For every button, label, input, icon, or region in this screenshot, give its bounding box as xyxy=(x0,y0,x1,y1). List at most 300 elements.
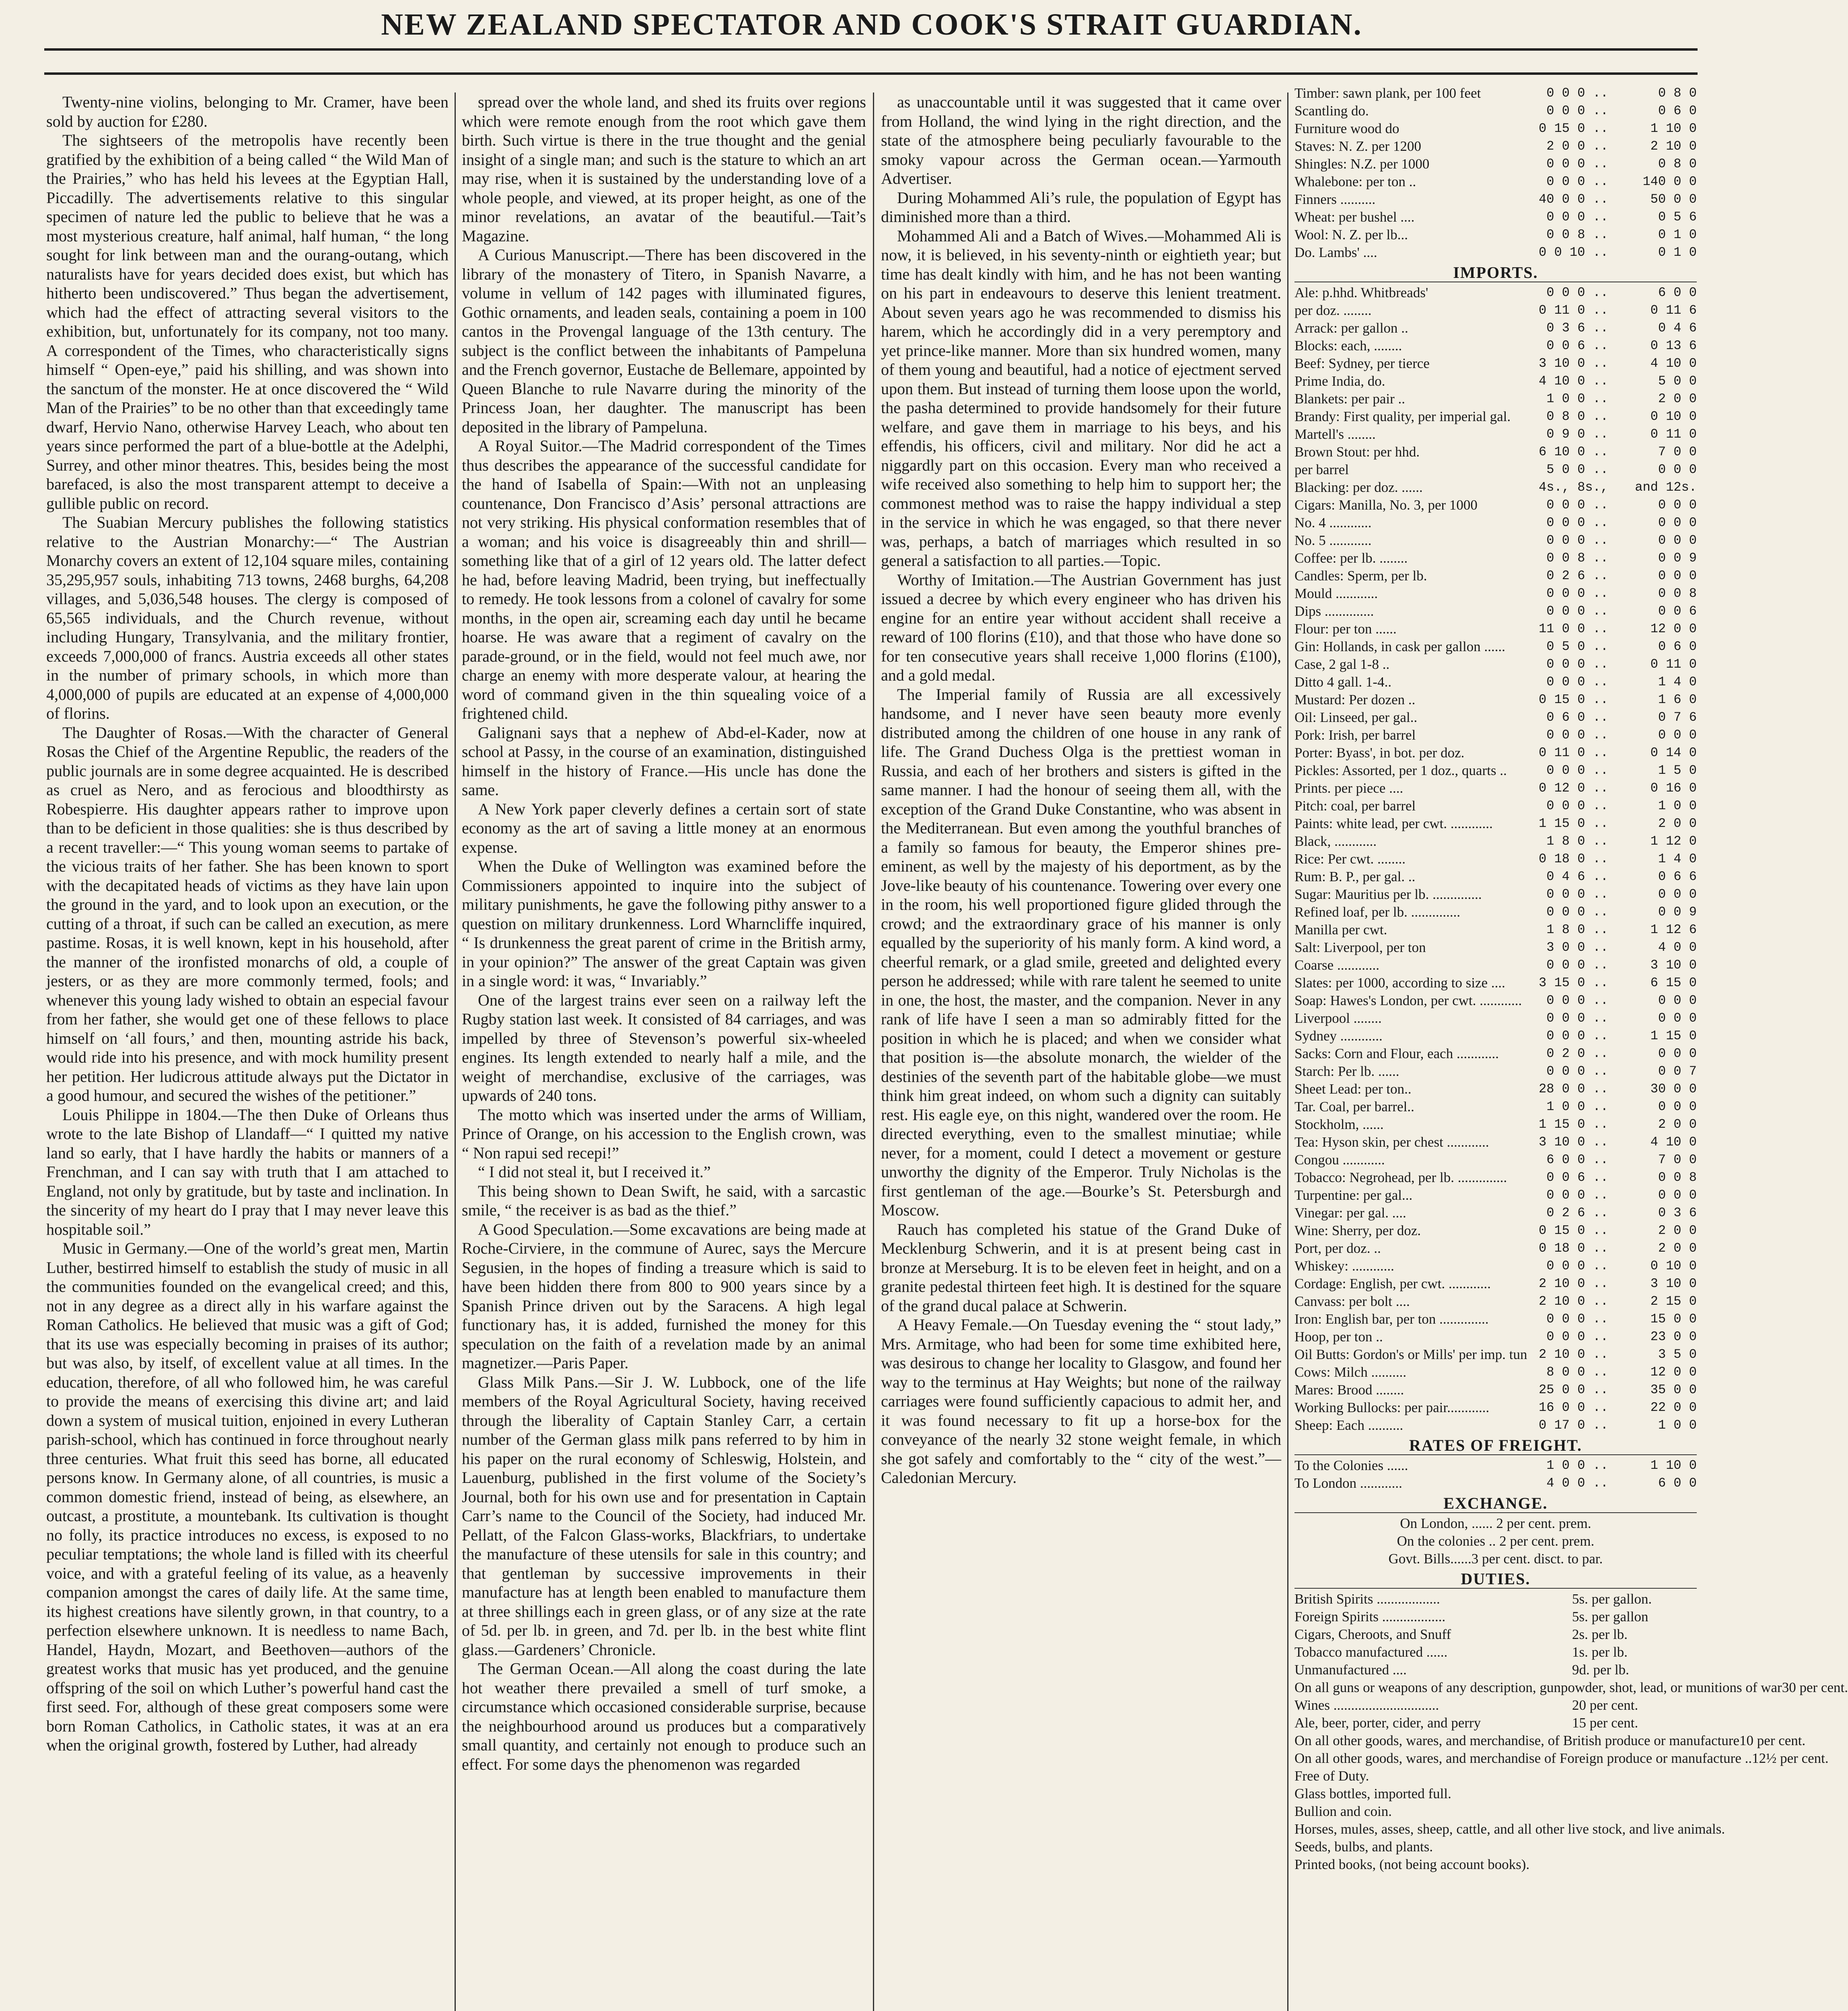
duty-rate: 10 per cent. xyxy=(1739,1733,1806,1748)
price-item: Rice: Per cwt. ........ xyxy=(1294,851,1406,867)
price-row xyxy=(1294,673,1697,691)
price-value: 0 0 10 .. xyxy=(1539,245,1608,260)
price-item: Liverpool ........ xyxy=(1294,1010,1382,1026)
duty-item: British Spirits .................. xyxy=(1294,1591,1440,1607)
price-item: Tea: Hyson skin, per chest ............ xyxy=(1294,1134,1489,1150)
price-value: 0 2 0 .. xyxy=(1546,1046,1608,1061)
price-item: To the Colonies ...... xyxy=(1294,1458,1408,1473)
price-value: 0 0 0 .. xyxy=(1546,285,1608,300)
price-row xyxy=(1294,921,1697,939)
price-value: 5 0 0 xyxy=(1658,374,1697,389)
paragraph: Twenty-nine violins, belonging to Mr. Cramer, have been sold by auction for £280. xyxy=(46,93,449,130)
price-value: 6 0 0 xyxy=(1658,1476,1697,1491)
paragraph: Glass Milk Pans.—Sir J. W. Lubbock, one of the life members of the Royal Agricultural Society, having received through the liberality of Captain Stanley Carr, a certain number of the German glass milk pans referred to by him in his paper on the rural economy of Schleswig, Holstein, and Lauenburg, published in the first volume of the Society’s Journal, both for his own use and for presentation in Captain Carr’s name to the Council of the Society, had induced Mr. Pellatt, of the Falcon Glass-works, Blackfriars, to undertake the manufacture of these utensils for sale in this country; and that gentleman by successive improvements in their manufacture has at length been enabled to manufacture them at three shillings each in green glass, or of any size at the rate of 5d. per lb. in green, and 7d. per lb. in the best white flint glass.—Gardeners’ Chronicle. xyxy=(462,1373,866,1659)
price-row xyxy=(1294,1045,1697,1063)
price-item: Blacking: per doz. ...... xyxy=(1294,479,1423,495)
price-value: 1 0 0 .. xyxy=(1546,1099,1608,1114)
price-item: Vinegar: per gal. .... xyxy=(1294,1205,1406,1221)
price-value: 0 6 0 xyxy=(1658,103,1697,118)
duty-item: Bullion and coin. xyxy=(1294,1803,1392,1819)
price-value: 2 0 0 xyxy=(1658,816,1697,831)
price-item: Sydney ............ xyxy=(1294,1028,1383,1044)
price-value: 6 15 0 xyxy=(1650,975,1697,990)
price-row xyxy=(1294,1133,1697,1151)
price-value: 4 0 0 xyxy=(1658,940,1697,955)
paragraph: Mohammed Ali and a Batch of Wives.—Mohammed Ali is now, it is believed, in his seventy-ninth or eightieth year; but time has dealt kindly with him, and he has not been wanting on his part in endeavours to deserve this lenient treatment. About seven years ago he was recommended to dismiss his harem, which he accordingly did in a very peremptory and yet prince-like manner. More than six hundred women, many of them young and beautiful, had a notice of ejectment served upon them. But instead of turning them loose upon the world, the pasha determined to provide handsomely for their future welfare, and gave them in marriage to his beys, and his effendis, his officers, civil and military. Nor did he act a niggardly part on this occasion. Every man who received a wife received also something to help him to support her; the commonest method was to raise the happy individual a step in the service in which he was engaged, so that there never was, perhaps, a batch of marriages which resulted in so general a satisfaction to all parties.—Topic. xyxy=(881,226,1281,570)
price-value: 0 15 0 .. xyxy=(1539,1223,1608,1238)
price-row xyxy=(1294,549,1697,567)
price-item: Port, per doz. .. xyxy=(1294,1240,1381,1256)
price-row xyxy=(1294,602,1697,620)
exchange-list xyxy=(1294,1515,1697,1568)
price-row xyxy=(1294,833,1697,850)
price-row xyxy=(1294,1363,1697,1381)
duty-item: Unmanufactured .... xyxy=(1294,1662,1407,1678)
column-divider xyxy=(455,93,456,2011)
price-value: 50 0 0 xyxy=(1650,192,1697,207)
price-value: 0 0 0 .. xyxy=(1546,1329,1608,1344)
price-value: 28 0 0 .. xyxy=(1539,1082,1608,1096)
price-item: Dips .............. xyxy=(1294,603,1374,619)
price-item: Canvass: per bolt .... xyxy=(1294,1293,1410,1309)
duty-row xyxy=(1294,1714,1697,1732)
price-row xyxy=(1294,974,1697,992)
price-row xyxy=(1294,372,1697,390)
price-value: 0 2 6 .. xyxy=(1546,1205,1608,1220)
price-value: 4s., 8s., xyxy=(1539,480,1608,495)
duty-row xyxy=(1294,1590,1697,1608)
price-value: 8 0 0 .. xyxy=(1546,1365,1608,1380)
price-value: 0 0 0 xyxy=(1658,568,1697,583)
price-value: 0 5 6 xyxy=(1658,210,1697,224)
paragraph: “ I did not steal it, but I received it.” xyxy=(478,1163,711,1181)
price-value: 0 0 9 xyxy=(1658,551,1697,565)
price-value: 12 0 0 xyxy=(1650,621,1697,636)
price-value: 6 10 0 .. xyxy=(1539,444,1608,459)
price-value: 30 0 0 xyxy=(1650,1082,1697,1096)
duty-item: Cigars, Cheroots, and Snuff xyxy=(1294,1626,1451,1642)
price-item: Blankets: per pair .. xyxy=(1294,391,1406,407)
price-value: 0 0 0 xyxy=(1658,498,1697,512)
price-row xyxy=(1294,461,1697,479)
price-row xyxy=(1294,638,1697,656)
price-value: 0 11 0 xyxy=(1650,427,1697,442)
price-value: 0 0 0 .. xyxy=(1546,958,1608,973)
price-value: 0 5 0 .. xyxy=(1546,639,1608,654)
price-row xyxy=(1294,1063,1697,1080)
price-value: 0 18 0 .. xyxy=(1539,851,1608,866)
price-value: 0 0 0 .. xyxy=(1546,798,1608,813)
price-value: 0 0 0 xyxy=(1658,728,1697,742)
price-value: 0 0 0 .. xyxy=(1546,657,1608,672)
paragraph: Rauch has completed his statue of the Grand Duke of Mecklenburg Schwerin, and it is at present being cast in bronze at Merseburg. It is to be eleven feet in height, and on a granite pedestal thirteen feet high. It is destined for the square of the grand ducal palace at Schwerin. xyxy=(881,1220,1281,1315)
price-item: Iron: English bar, per ton .............. xyxy=(1294,1311,1489,1327)
price-value: 2 10 0 xyxy=(1650,139,1697,154)
paragraph: The German Ocean.—All along the coast during the late hot weather there prevailed a smell of turf smoke, a circumstance which occasioned considerable surprise, because the neighbourhood around us produces but a comparatively small quantity, and certainly not enough to produce such an effect. For some days the phenomenon was regarded xyxy=(462,1659,866,1773)
price-value: 0 6 0 xyxy=(1658,639,1697,654)
duty-rate xyxy=(1572,1856,1697,1873)
price-item: Shingles: N.Z. per 1000 xyxy=(1294,156,1430,172)
price-list xyxy=(1294,84,1848,1873)
price-value: 1 8 0 .. xyxy=(1546,922,1608,937)
price-value: 0 0 0 .. xyxy=(1546,1258,1608,1273)
price-item: Case, 2 gal 1-8 .. xyxy=(1294,656,1390,672)
price-value: 0 0 7 xyxy=(1658,1064,1697,1079)
price-value: 2 10 0 .. xyxy=(1539,1276,1608,1291)
price-row xyxy=(1294,620,1697,638)
price-row xyxy=(1294,1474,1697,1492)
price-item: To London ............ xyxy=(1294,1475,1402,1491)
price-value: 0 0 0 .. xyxy=(1546,533,1608,548)
price-value: 1 0 0 xyxy=(1658,798,1697,813)
price-row xyxy=(1294,868,1697,886)
price-row xyxy=(1294,1399,1697,1417)
duty-rate: 15 per cent. xyxy=(1572,1715,1638,1731)
masthead-rule-top xyxy=(44,48,1698,51)
price-value: 1 12 0 xyxy=(1650,834,1697,849)
price-value: 0 8 0 xyxy=(1658,86,1697,101)
duty-row xyxy=(1294,1856,1697,1873)
price-value: 1 6 0 xyxy=(1658,692,1697,707)
price-item: Do. Lambs' .... xyxy=(1294,245,1377,260)
price-row xyxy=(1294,1328,1697,1346)
price-value: 0 11 0 xyxy=(1650,657,1697,672)
price-item: Whalebone: per ton .. xyxy=(1294,174,1416,189)
price-row xyxy=(1294,1346,1697,1363)
article-column-2 xyxy=(462,93,866,2011)
price-row xyxy=(1294,1310,1697,1328)
price-value: 0 10 0 xyxy=(1650,409,1697,424)
price-row xyxy=(1294,1080,1697,1098)
price-value: 0 0 0 xyxy=(1658,515,1697,530)
price-value: 0 0 0 .. xyxy=(1546,604,1608,619)
price-item: Sacks: Corn and Flour, each ............ xyxy=(1294,1046,1499,1061)
article-column-3 xyxy=(881,93,1281,2011)
price-item: Blocks: each, ........ xyxy=(1294,338,1402,354)
price-item: Pickles: Assorted, per 1 doz., quarts .. xyxy=(1294,763,1507,778)
price-value: 4 10 0 xyxy=(1650,356,1697,371)
price-value: 2 0 0 xyxy=(1658,1241,1697,1256)
paragraph: One of the largest trains ever seen on a railway left the Rugby station last week. It consisted of 84 carriages, and was impelled by three of Stevenson’s powerful six-wheeled engines. Its length extended to nearly half a mile, and the weight of merchandise, exclusive of the carriages, was upwards of 240 tons. xyxy=(462,991,866,1104)
price-item: Cigars: Manilla, No. 3, per 1000 xyxy=(1294,497,1478,513)
price-row xyxy=(1294,443,1697,461)
exchange-heading: EXCHANGE. xyxy=(1294,1495,1697,1513)
price-item: Black, ............ xyxy=(1294,833,1377,849)
duty-item: On all guns or weapons of any description, gunpowder, shot, lead, or munitions of war xyxy=(1294,1680,1782,1695)
duty-rate: 20 per cent. xyxy=(1572,1697,1638,1713)
duties-list xyxy=(1294,1590,1848,1873)
price-item: Coffee: per lb. ........ xyxy=(1294,550,1408,566)
price-value: 1 0 0 xyxy=(1658,1418,1697,1433)
price-value: 1 8 0 .. xyxy=(1546,834,1608,849)
price-value: 1 15 0 .. xyxy=(1539,816,1608,831)
price-value: 0 3 6 .. xyxy=(1546,321,1608,335)
duty-rate: 12½ per cent. xyxy=(1752,1750,1829,1766)
price-row xyxy=(1294,1417,1697,1434)
article-column-1 xyxy=(46,93,449,2011)
price-item: Mares: Brood ........ xyxy=(1294,1382,1404,1398)
price-item: Brown Stout: per hhd. xyxy=(1294,444,1420,460)
price-value: 0 12 0 .. xyxy=(1539,781,1608,796)
price-row xyxy=(1294,1275,1697,1293)
price-row xyxy=(1294,1010,1697,1027)
price-value: 40 0 0 .. xyxy=(1539,192,1608,207)
price-value: 0 6 0 .. xyxy=(1546,710,1608,725)
price-value: 3 10 0 xyxy=(1650,1276,1697,1291)
price-row xyxy=(1294,226,1697,244)
price-value: 1 10 0 xyxy=(1650,1458,1697,1473)
price-value: 3 5 0 xyxy=(1658,1347,1697,1362)
price-value: 1 0 0 .. xyxy=(1546,1458,1608,1473)
price-value: 16 0 0 .. xyxy=(1539,1400,1608,1415)
price-value: 0 4 6 .. xyxy=(1546,869,1608,884)
price-value: 140 0 0 xyxy=(1642,174,1697,189)
price-value: 0 13 6 xyxy=(1650,338,1697,353)
duty-row xyxy=(1294,1661,1697,1679)
price-value: 2 0 0 xyxy=(1658,1223,1697,1238)
exchange-line: Govt. Bills......3 per cent. disct. to par. xyxy=(1388,1551,1603,1567)
price-item: Sheep: Each .......... xyxy=(1294,1417,1403,1433)
duty-item: Printed books, (not being account books). xyxy=(1294,1857,1530,1872)
price-row xyxy=(1294,744,1697,762)
price-value: 4 0 0 .. xyxy=(1546,1476,1608,1491)
price-row xyxy=(1294,585,1697,602)
duty-item: On all other goods, wares, and merchandise, of British produce or manufacture xyxy=(1294,1733,1740,1748)
price-row xyxy=(1294,514,1697,532)
duty-rate xyxy=(1572,1767,1697,1785)
price-value: 2 0 0 .. xyxy=(1546,139,1608,154)
price-item: Wine: Sherry, per doz. xyxy=(1294,1223,1421,1238)
price-row xyxy=(1294,155,1697,173)
price-value: 0 0 0 .. xyxy=(1546,674,1608,689)
duty-rate xyxy=(1572,1838,1697,1856)
price-row xyxy=(1294,1186,1697,1204)
duty-item: Free of Duty. xyxy=(1294,1768,1369,1784)
price-item: Slates: per 1000, according to size .... xyxy=(1294,975,1505,991)
price-item: Cows: Milch .......... xyxy=(1294,1364,1407,1380)
duty-item: Glass bottles, imported full. xyxy=(1294,1786,1451,1801)
paragraph: A Good Speculation.—Some excavations are being made at Roche-Cirviere, in the commune of Aurec, says the Mercure Segusien, in the hopes of finding a treasure which is said to have been hidden there from 800 to 900 years since by a Spanish Prince driven out by the Saracens. A high legal functionary has, it is added, furnished the money for this speculation on the faith of a revelation made by an animal magnetizer.—Paris Paper. xyxy=(462,1220,866,1372)
price-item: Manilla per cwt. xyxy=(1294,922,1387,938)
price-value: 1 5 0 xyxy=(1658,763,1697,778)
price-row xyxy=(1294,992,1697,1010)
price-item: Turpentine: per gal... xyxy=(1294,1187,1413,1203)
price-value: 1 15 0 xyxy=(1650,1028,1697,1043)
price-row xyxy=(1294,567,1697,585)
price-value: 6 0 0 xyxy=(1658,285,1697,300)
price-value: 0 0 0 .. xyxy=(1546,174,1608,189)
price-row xyxy=(1294,355,1697,372)
price-item: Flour: per ton ...... xyxy=(1294,621,1397,637)
price-item: Martell's ........ xyxy=(1294,426,1376,442)
price-item: Staves: N. Z. per 1200 xyxy=(1294,138,1421,154)
price-row xyxy=(1294,479,1697,496)
price-value: 2 0 0 xyxy=(1658,391,1697,406)
price-value: 0 8 0 xyxy=(1658,156,1697,171)
price-row xyxy=(1294,815,1697,833)
paragraph: This being shown to Dean Swift, he said, with a sarcastic smile, “ the receiver is as bad as the thief.” xyxy=(462,1182,866,1219)
price-value: 22 0 0 xyxy=(1650,1400,1697,1415)
price-value: 5 0 0 .. xyxy=(1546,462,1608,477)
price-value: 12 0 0 xyxy=(1650,1365,1697,1380)
price-value: 1 10 0 xyxy=(1650,121,1697,136)
price-value: 0 1 0 xyxy=(1658,245,1697,260)
price-item: Pork: Irish, per barrel xyxy=(1294,727,1416,743)
price-value: 0 1 0 xyxy=(1658,227,1697,242)
price-value: 0 0 8 xyxy=(1658,1170,1697,1185)
price-item: Working Bullocks: per pair............ xyxy=(1294,1400,1490,1415)
price-value: 0 0 0 xyxy=(1658,887,1697,902)
price-row xyxy=(1294,1204,1697,1222)
paragraph: Galignani says that a nephew of Abd-el-Kader, now at school at Passy, in the course of an examination, distinguished himself in the history of France.—His uncle has done the same. xyxy=(462,723,866,799)
duty-rate: 9d. per lb. xyxy=(1572,1662,1629,1678)
price-value: 0 11 0 .. xyxy=(1539,745,1608,760)
price-value: 0 0 0 .. xyxy=(1546,103,1608,118)
price-value: 0 4 6 xyxy=(1658,321,1697,335)
price-item: Ditto 4 gall. 1-4.. xyxy=(1294,674,1392,690)
price-value: 0 15 0 .. xyxy=(1539,121,1608,136)
paragraph: During Mohammed Ali’s rule, the population of Egypt has diminished more than a third. xyxy=(881,188,1281,226)
price-value: 0 9 0 .. xyxy=(1546,427,1608,442)
paragraph: The sightseers of the metropolis have recently been gratified by the exhibition of a being called “ the Wild Man of the Prairies,” who has held his levees at the Egyptian Hall, Piccadilly. The advertisements relative to this singular specimen of nature led the public to believe that he was a most mysterious creature, half animal, half human, “ the long sought for link between man and the ourang-outang, which naturalists have for years decided does exist, but which has hitherto been undiscovered.” Thus began the advertisement, which had the effect of attracting several visitors to the exhibition, but, unfortunately for its company, not too many. A correspondent of the Times, who characteristically signs himself “ Open-eye,” paid his shilling, and was shown into the sanctum of the monster. He at once discovered the “ Wild Man of the Prairies” to be no other than that exceedingly tame dwarf, Hervio Nano, otherwise Harvey Leach, who about ten years since performed the part of a blue-bottle at the Adelphi, Surrey, and other minor theatres. This, besides being the most barefaced, is also the most transparent attempt to deceive a gullible public on record. xyxy=(46,131,449,512)
price-value: 1 15 0 .. xyxy=(1539,1117,1608,1132)
price-value: 0 0 0 .. xyxy=(1546,905,1608,919)
price-value: 0 14 0 xyxy=(1650,745,1697,760)
price-value: 0 0 0 .. xyxy=(1546,498,1608,512)
price-row xyxy=(1294,84,1697,102)
price-row xyxy=(1294,244,1697,261)
price-item: Soap: Hawes's London, per cwt. ............ xyxy=(1294,993,1522,1008)
duty-row xyxy=(1294,1750,1829,1767)
price-row xyxy=(1294,709,1697,726)
price-value: 0 0 9 xyxy=(1658,905,1697,919)
duty-row xyxy=(1294,1838,1697,1856)
price-row xyxy=(1294,208,1697,226)
price-item: Wheat: per bushel .... xyxy=(1294,209,1415,225)
masthead: NEW ZEALAND SPECTATOR AND COOK'S STRAIT GUARDIAN. xyxy=(381,8,1362,41)
price-value: 0 0 0 .. xyxy=(1546,728,1608,742)
price-value: 0 0 0 .. xyxy=(1546,1312,1608,1326)
price-value: 0 0 0 xyxy=(1658,533,1697,548)
price-row xyxy=(1294,1293,1697,1310)
price-item: Candles: Sperm, per lb. xyxy=(1294,568,1427,584)
price-value: 0 0 0 xyxy=(1658,993,1697,1008)
price-value: 3 0 0 .. xyxy=(1546,940,1608,955)
paragraph: Worthy of Imitation.—The Austrian Government has just issued a decree by which every engineer who has driven his engine for an entire year without accident shall receive a reward of 100 florins (£10), and that those who have done so for ten consecutive years shall receive 1,000 florins (£100), and a gold medal. xyxy=(881,570,1281,684)
price-value: 0 6 6 xyxy=(1658,869,1697,884)
exchange-line: On London, ...... 2 per cent. prem. xyxy=(1400,1515,1591,1531)
price-value: 0 16 0 xyxy=(1650,781,1697,796)
price-value: 1 4 0 xyxy=(1658,851,1697,866)
price-row xyxy=(1294,138,1697,155)
price-item: Arrack: per gallon .. xyxy=(1294,320,1408,336)
duty-row xyxy=(1294,1767,1697,1785)
imports-table xyxy=(1294,284,1697,1434)
price-item: Hoop, per ton .. xyxy=(1294,1329,1383,1345)
price-item: Beef: Sydney, per tierce xyxy=(1294,356,1430,371)
exchange-line: On the colonies .. 2 per cent. prem. xyxy=(1397,1533,1595,1549)
price-value: 0 0 6 xyxy=(1658,604,1697,619)
price-item: Rum: B. P., per gal. .. xyxy=(1294,869,1416,884)
paragraph: The Daughter of Rosas.—With the character of General Rosas the Chief of the Argentine Republic, the readers of the public journals are in some degree acquainted. He is described as cruel as Nero, and as ferocious and bloodthirsty as Robespierre. His daughter appears rather to improve upon than to be deficient in those qualities: she is thus described by a recent traveller:—“ This young woman seems to partake of the vicious traits of her father. She has been known to sport with the decapitated heads of victims as they have lain upon the ground in the yard, and to look upon an execution, or the cutting of a throat, if such can be called an execution, as mere pastime. Rosas, it is well known, kept in his household, after the manner of the ironfisted monarchs of old, a couple of jesters, or as they are more commonly termed, fools; and whenever this young lady wished to obtain an especial favour from her father, she would get one of these fellows to place himself on ‘all fours,’ and then, mounting astride his back, would ride into his presence, and with mock humility present her petition. Her ludicrous attitude always put the Dictator in a good humour, and secured the wishes of the petitioner.” xyxy=(46,723,449,1104)
price-value: 0 8 0 .. xyxy=(1546,409,1608,424)
price-item: Salt: Liverpool, per ton xyxy=(1294,940,1426,955)
price-value: 0 0 0 .. xyxy=(1546,156,1608,171)
price-row xyxy=(1294,1381,1697,1399)
price-item: Tar. Coal, per barrel.. xyxy=(1294,1099,1414,1114)
price-value: 7 0 0 xyxy=(1658,444,1697,459)
price-item: No. 5 ............ xyxy=(1294,533,1372,548)
paragraph: When the Duke of Wellington was examined before the Commissioners appointed to inquire into the subject of military punishments, he gave the following pithy answer to a question on military drunkenness. Lord Wharncliffe inquired, “ Is drunkenness the great parent of crime in the British army, in your opinion?” The answer of the great Captain was given in a single word: it was, “ Invariably.” xyxy=(462,857,866,990)
price-value: 0 0 0 .. xyxy=(1546,1011,1608,1026)
freight-heading: RATES OF FREIGHT. xyxy=(1294,1437,1697,1455)
timber-wool-table xyxy=(1294,84,1697,261)
price-row xyxy=(1294,1222,1697,1240)
price-item: per barrel xyxy=(1294,462,1349,477)
paragraph: A Curious Manuscript.—There has been discovered in the library of the monastery of Titero, in Spanish Navarre, a volume in vellum of 142 pages with illuminated figures, Gothic ornaments, and leaden seals, containing a poem in 100 cantos in the Provengal language of the 13th century. The subject is the conflict between the inhabitants of Pampeluna and the French governor, Eustache de Bellemare, appointed by Queen Blanche to rule Navarre during the minority of the Princess Joan, her daughter. The manuscript has been deposited in the library of Pampeluna. xyxy=(462,246,866,436)
price-row xyxy=(1294,939,1697,956)
price-item: Mould ............ xyxy=(1294,586,1378,601)
price-value: 0 0 0 .. xyxy=(1546,515,1608,530)
price-row xyxy=(1294,337,1697,355)
paragraph: spread over the whole land, and shed its fruits over regions which were remote enough from the root which gave them birth. Such virtue is there in the true thought and the genial insight of a single man; and such is the stature to which an art may rise, when it is sustained by the understanding love of a whole people, and viewed, at its proper height, as one of the minor revelations, an avatar of the beautiful.—Tait’s Magazine. xyxy=(462,93,866,245)
price-value: 25 0 0 .. xyxy=(1539,1382,1608,1397)
price-value: 0 0 0 .. xyxy=(1546,887,1608,902)
duties-heading: DUTIES. xyxy=(1294,1570,1697,1589)
price-row xyxy=(1294,1457,1697,1474)
price-value: 11 0 0 .. xyxy=(1539,621,1608,636)
duty-item: Ale, beer, porter, cider, and perry xyxy=(1294,1715,1481,1731)
price-value: 4 10 0 xyxy=(1650,1135,1697,1149)
price-value: 0 17 0 .. xyxy=(1539,1418,1608,1433)
duty-row xyxy=(1294,1820,1725,1838)
price-value: 3 10 0 xyxy=(1650,958,1697,973)
column-divider xyxy=(873,93,874,2011)
price-value: 0 0 6 .. xyxy=(1546,1170,1608,1185)
duty-row xyxy=(1294,1785,1697,1803)
duty-row xyxy=(1294,1696,1697,1714)
duty-rate: 2s. per lb. xyxy=(1572,1626,1628,1642)
duty-item: Tobacco manufactured ...... xyxy=(1294,1644,1448,1660)
freight-table xyxy=(1294,1457,1697,1492)
price-value: 2 10 0 .. xyxy=(1539,1294,1608,1309)
price-value: 0 10 0 xyxy=(1650,1258,1697,1273)
price-item: Sheet Lead: per ton.. xyxy=(1294,1081,1412,1097)
paragraph: The Imperial family of Russia are all excessively handsome, and I never have seen beauty more evenly distributed among the children of one house in any rank of life. The Grand Duchess Olga is the prettiest woman in Russia, and each of her brothers and sisters is gifted in the same manner. I had the honour of seeing them all, with the exception of the Grand Duke Constantine, who was absent in the Mediterranean. But even among the youthful branches of a family so famous for beauty, the Emperor shines pre-eminent, as well by the majesty of his deportment, as by the Jove-like beauty of his countenance. Towering over every one in the room, his well proportioned figure glided through the crowd; and the extraordinary grace of his manner is only equalled by the superiority of his manly form. A kind word, a cheerful remark, or a glad smile, greeted and delighted every person he addressed; while with rare talent he seemed to unite in one, the host, the master, and the companion. Never in any rank of life have I seen a man so admirably fitted for the position in which he is placed; and when we consider what that position is—the absolute monarch, the wielder of the destinies of the seventh part of the habitable globe—we must think him great indeed, on whom such a dignity can suitably rest. His eagle eye, on this night, wandered over the room. He directed everything, even to the smallest minutiae; while never, for a moment, could I detect a movement or gesture unworthy the dignity of the Emperor. Truly Nicholas is the first gentleman of the age.—Bourke’s St. Petersburgh and Moscow. xyxy=(881,685,1281,1219)
price-value: 0 0 0 .. xyxy=(1546,1064,1608,1079)
price-value: 15 0 0 xyxy=(1650,1312,1697,1326)
price-item: Coarse ............ xyxy=(1294,957,1379,973)
paragraph: The motto which was inserted under the arms of William, Prince of Orange, on his accession to the English crown, was “ Non rapui sed recepi!” xyxy=(462,1105,866,1162)
duty-rate xyxy=(1572,1785,1697,1803)
price-value: 0 0 0 .. xyxy=(1546,86,1608,101)
price-row xyxy=(1294,762,1697,779)
price-row xyxy=(1294,850,1697,868)
price-item: per doz. ........ xyxy=(1294,302,1372,318)
masthead-rule-bottom xyxy=(44,72,1698,75)
price-value: 1 4 0 xyxy=(1658,674,1697,689)
price-value: 0 11 6 xyxy=(1650,303,1697,318)
price-item: Oil: Linseed, per gal.. xyxy=(1294,709,1418,725)
price-item: Prints. per piece .... xyxy=(1294,780,1403,796)
duty-item: Foreign Spirits .................. xyxy=(1294,1609,1446,1624)
price-row xyxy=(1294,191,1697,208)
price-item: Paints: white lead, per cwt. ............ xyxy=(1294,816,1493,831)
price-row xyxy=(1294,956,1697,974)
price-row xyxy=(1294,390,1697,408)
price-value: 23 0 0 xyxy=(1650,1329,1697,1344)
price-item: Gin: Hollands, in cask per gallon ...... xyxy=(1294,639,1505,654)
